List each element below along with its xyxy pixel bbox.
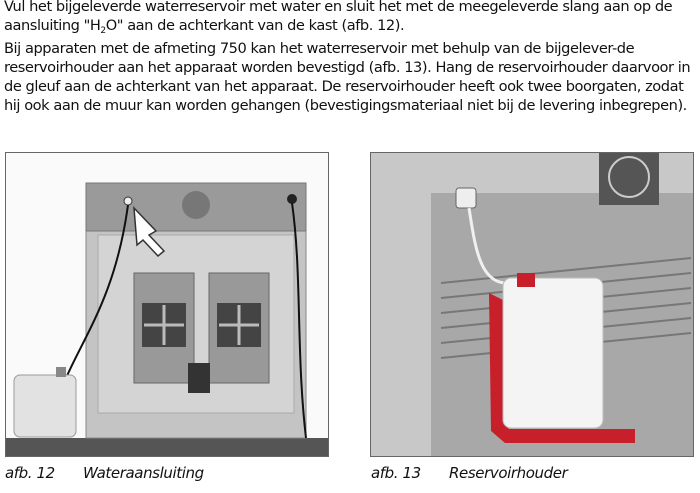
reservoir-holder-illustration (371, 153, 694, 457)
caption-afb-12 (5, 464, 204, 482)
water-reservoir (503, 278, 603, 428)
appliance-rear-illustration (6, 153, 329, 457)
water-inlet (456, 188, 476, 208)
figure-caption: Reservoirhouder (449, 464, 568, 482)
figure-number: afb. 12 (5, 464, 55, 482)
caption-afb-13 (371, 464, 567, 482)
figure-number: afb. 13 (371, 464, 421, 482)
floor (6, 438, 329, 457)
power-connector (287, 194, 297, 204)
water-reservoir (14, 375, 76, 437)
text: O" aan de achterkant van de kast (afb. 12). (105, 17, 405, 34)
fan-unit-right (209, 273, 269, 383)
text: Vul het bijgeleverde waterreservoir met water en sluit het met de meegeleverde slang aan op de aansluiting "H (4, 0, 673, 34)
figure-water-connection (5, 152, 329, 457)
figure-caption: Wateraansluiting (83, 464, 204, 482)
paragraph-reservoir-holder: Bij apparaten met de afmeting 750 kan het waterreservoir met behulp van de bijgelever-de reservoirhouder aan het apparaat worden bevestigd (afb. 13). Hang de reservoirhouder daarvoor in de gleuf aan de achterkant van het apparaat. De reservoirhouder heeft ook twee boorgaten, zodat hij ook aan de muur kan worden gehangen (bevestigingsmateriaal niet bij de levering inbegrepen). (4, 40, 691, 114)
subscript: 2 (100, 26, 106, 36)
figure-reservoir-holder (370, 152, 694, 457)
fan-unit-left (134, 273, 194, 383)
paragraph-water-connection (4, 0, 700, 35)
water-inlet-h2o (124, 197, 132, 205)
